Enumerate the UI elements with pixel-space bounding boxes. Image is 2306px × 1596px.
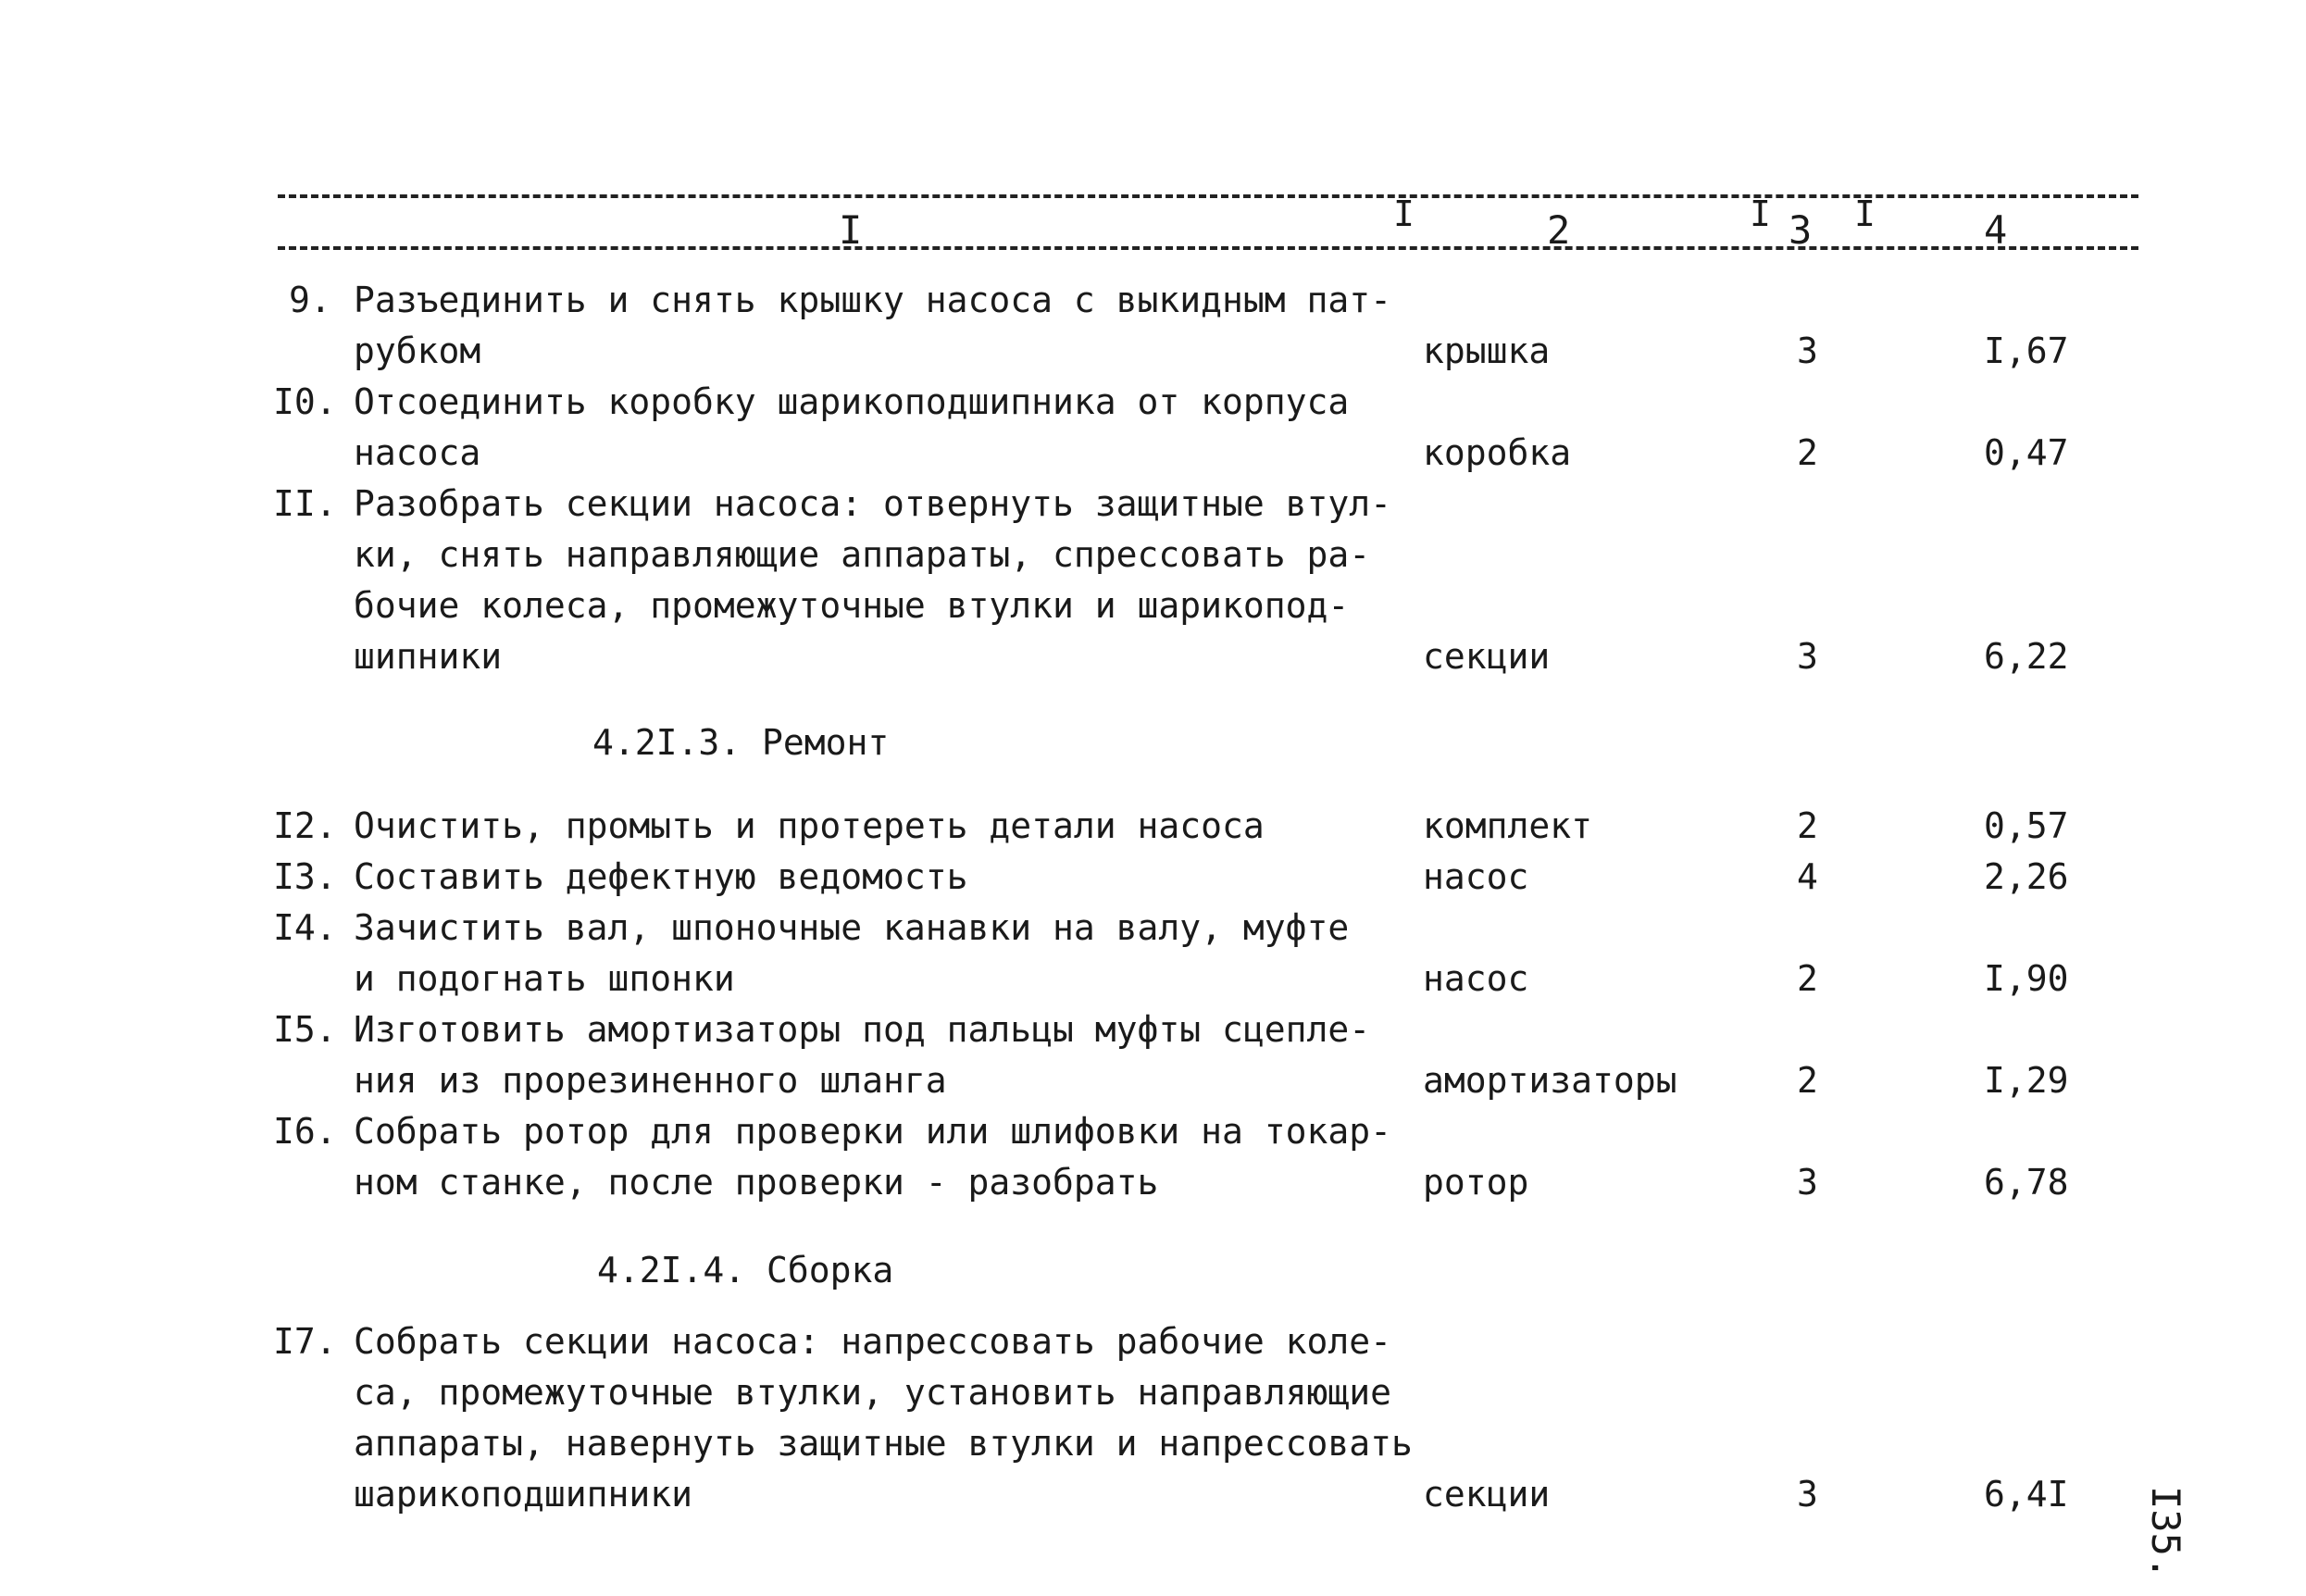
item-number: I2. — [273, 805, 337, 846]
item-grade: 3 — [1797, 1162, 1818, 1203]
item-number: I3. — [273, 856, 337, 897]
item-unit: секции — [1423, 1474, 1551, 1515]
item-norm: 6,78 — [1984, 1162, 2069, 1203]
item-norm: 2,26 — [1984, 856, 2069, 897]
item-text-line: шипники — [354, 636, 503, 677]
item-norm: I,67 — [1984, 330, 2069, 371]
item-text-line: ном станке, после проверки - разобрать — [354, 1162, 1159, 1203]
item-unit: насос — [1423, 856, 1529, 897]
item-text-line: насоса — [354, 432, 481, 473]
item-grade: 3 — [1797, 636, 1818, 677]
section-heading-assembly: 4.2I.4. Сборка — [597, 1250, 894, 1291]
item-number: I4. — [273, 907, 337, 948]
item-text-line: шарикоподшипники — [354, 1474, 693, 1515]
item-grade: 2 — [1797, 432, 1818, 473]
item-unit: ротор — [1423, 1162, 1529, 1203]
item-text-line: ния из прорезиненного шланга — [354, 1060, 947, 1101]
header-col-1: I — [839, 207, 863, 253]
item-number: I5. — [273, 1009, 337, 1050]
item-text-line: Разобрать секции насоса: отвернуть защитные втул- — [354, 483, 1392, 524]
item-text-line: Разъединить и снять крышку насоса с выкидным пат- — [354, 280, 1392, 320]
item-grade: 3 — [1797, 330, 1818, 371]
item-grade: 3 — [1797, 1474, 1818, 1515]
item-text-line: Составить дефектную ведомость — [354, 856, 968, 897]
item-unit: комплект — [1423, 805, 1593, 846]
header-col-2: 2 — [1547, 207, 1571, 253]
item-text-line: Зачистить вал, шпоночные канавки на валу, муфте — [354, 907, 1350, 948]
item-norm: I,90 — [1984, 958, 2069, 999]
item-number: II. — [273, 483, 337, 524]
item-norm: 6,22 — [1984, 636, 2069, 677]
page-number: I35. — [2143, 1486, 2188, 1580]
header-bottom-rule — [278, 246, 2138, 250]
item-text-line: Собрать секции насоса: напрессовать рабочие коле- — [354, 1321, 1392, 1362]
item-norm: 0,57 — [1984, 805, 2069, 846]
item-unit: крышка — [1423, 330, 1551, 371]
item-unit: насос — [1423, 958, 1529, 999]
header-col-3: 3 — [1789, 207, 1813, 253]
item-grade: 2 — [1797, 1060, 1818, 1101]
header-col-4: 4 — [1984, 207, 2008, 253]
item-norm: 0,47 — [1984, 432, 2069, 473]
item-grade: 2 — [1797, 805, 1818, 846]
item-norm: 6,4I — [1984, 1474, 2069, 1515]
item-text-line: ки, снять направляющие аппараты, спрессовать ра- — [354, 534, 1371, 575]
item-unit: амортизаторы — [1423, 1060, 1677, 1101]
item-grade: 2 — [1797, 958, 1818, 999]
header-separator-1: I — [1393, 193, 1415, 234]
item-text-line: Собрать ротор для проверки или шлифовки на токар- — [354, 1111, 1392, 1152]
item-norm: I,29 — [1984, 1060, 2069, 1101]
item-text-line: Очистить, промыть и протереть детали насоса — [354, 805, 1265, 846]
item-text-line: и подогнать шпонки — [354, 958, 735, 999]
item-unit: секции — [1423, 636, 1551, 677]
item-text-line: Отсоединить коробку шарикоподшипника от корпуса — [354, 381, 1350, 422]
item-text-line: рубком — [354, 330, 481, 371]
item-text-line: бочие колеса, промежуточные втулки и шарикопод- — [354, 585, 1350, 626]
item-number: I7. — [273, 1321, 337, 1362]
item-number: I6. — [273, 1111, 337, 1152]
section-heading-repair: 4.2I.3. Ремонт — [592, 722, 890, 763]
item-number: 9. — [289, 280, 331, 320]
item-grade: 4 — [1797, 856, 1818, 897]
item-text-line: Изготовить амортизаторы под пальцы муфты сцепле- — [354, 1009, 1371, 1050]
item-text-line: са, промежуточные втулки, установить направляющие — [354, 1372, 1392, 1413]
item-number: I0. — [273, 381, 337, 422]
header-separator-2: I — [1750, 193, 1771, 234]
item-unit: коробка — [1423, 432, 1572, 473]
header-separator-3: I — [1854, 193, 1876, 234]
item-text-line: аппараты, навернуть защитные втулки и напрессовать — [354, 1423, 1413, 1464]
